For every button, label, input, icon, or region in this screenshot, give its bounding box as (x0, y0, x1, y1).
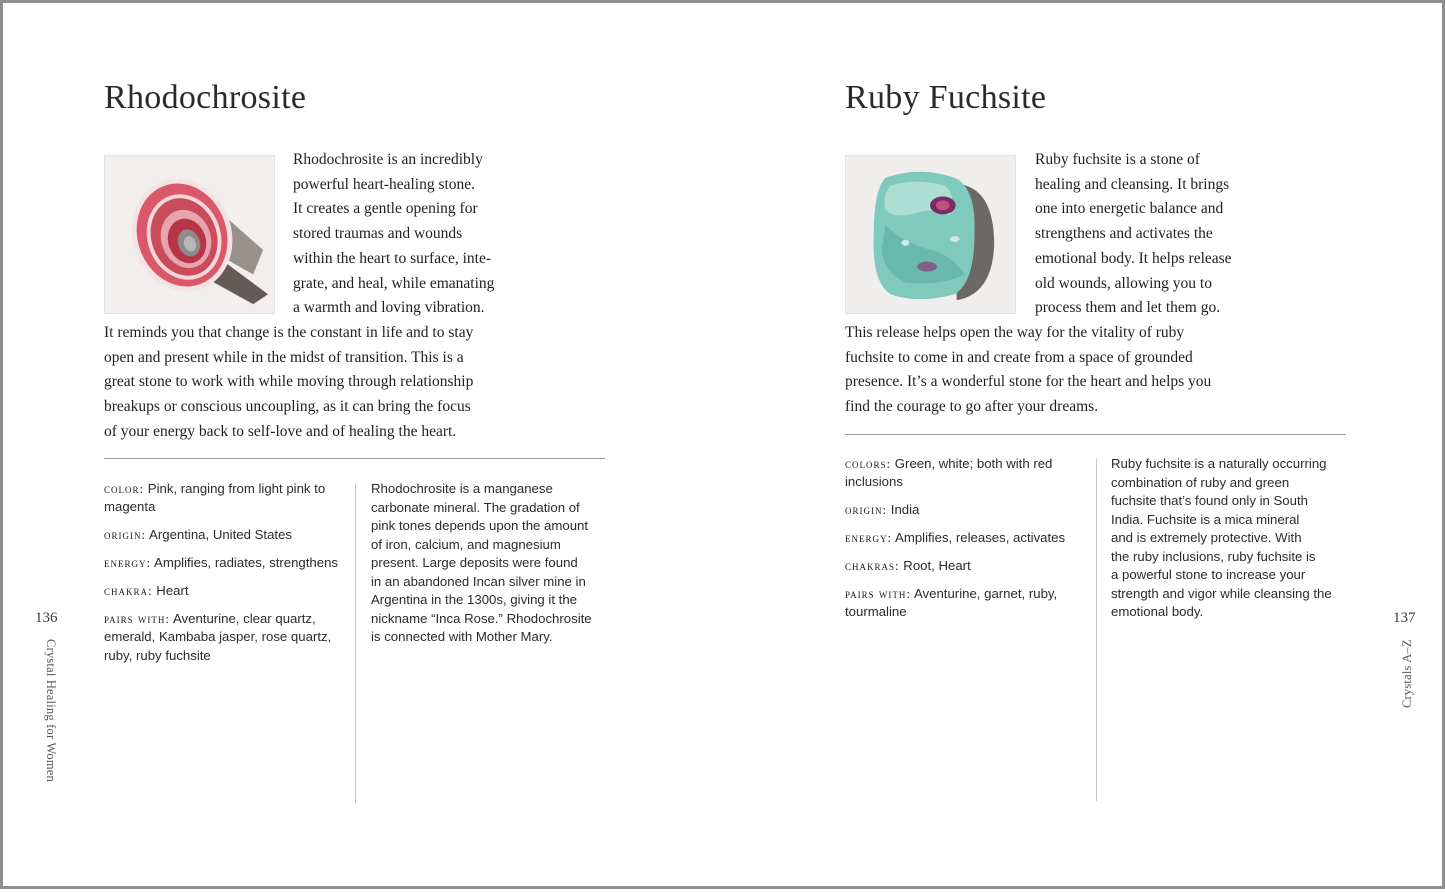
fact-value: Aventurine, clear quartz, emerald, Kambaba jasper, rose quartz, ruby, ruby fuchsite (104, 611, 332, 663)
column-divider (355, 483, 356, 803)
fact-pairs-with (845, 585, 1083, 622)
page-title: Ruby Fuchsite (845, 79, 1047, 116)
fact-value: Amplifies, radiates, strengthens (154, 555, 339, 571)
intro-line: old wounds, allowing you to (1035, 274, 1212, 292)
fact-label: energy: (845, 530, 893, 546)
intro-line: breakups or conscious uncoupling, as it can bring the focus (104, 398, 471, 416)
intro-line: a warmth and loving vibration. (293, 299, 485, 317)
intro-line: one into energetic balance and (1035, 200, 1224, 218)
fact-label: pairs with: (845, 586, 912, 602)
fact-pairs-with (104, 610, 342, 665)
description-line: Argentina in the 1300s, giving it the (371, 592, 578, 607)
fact-origin (104, 526, 342, 544)
description-line: carbonate mineral. The gradation of (371, 499, 580, 515)
running-head: Crystal Healing for Women (44, 639, 58, 782)
fact-label: colors: (845, 456, 892, 471)
intro-line: of your energy back to self-love and of healing the heart. (104, 422, 457, 440)
description-line: India. Fuchsite is a mica mineral (1111, 511, 1300, 527)
fact-label: pairs with: (104, 611, 171, 627)
intro-line: process them and let them go. (1035, 299, 1221, 317)
intro-line: This release helps open the way for the vitality of ruby (845, 323, 1185, 341)
intro-line: healing and cleansing. It brings (1035, 175, 1230, 193)
fact-value: Pink, ranging from light pink to magenta (104, 481, 326, 515)
description-line: nickname “Inca Rose.” Rhodochrosite (371, 610, 592, 626)
fact-value: Aventurine, garnet, ruby, tourmaline (845, 586, 1058, 620)
intro-line: powerful heart-healing stone. (293, 175, 476, 193)
description-text (371, 480, 592, 647)
description-line: pink tones depends upon the amount (371, 518, 589, 533)
intro-line: fuchsite to come in and create from a space of grounded (845, 348, 1193, 366)
fact-value: Root, Heart (903, 558, 971, 574)
fact-value: Heart (156, 583, 189, 599)
fact-label: origin: (104, 527, 147, 543)
ruby-fuchsite-image (846, 156, 1015, 313)
description-line: present. Large deposits were found (371, 555, 578, 570)
facts-list (104, 480, 342, 675)
fact-origin (845, 501, 1083, 519)
intro-line: open and present while in the midst of transition. This is a (104, 348, 464, 366)
description-line: a powerful stone to increase your (1111, 567, 1306, 582)
fact-label: energy: (104, 555, 152, 571)
intro-line: Rhodochrosite is an incredibly (293, 151, 483, 168)
intro-line: great stone to work with while moving through relationship (104, 373, 474, 391)
fact-chakras (845, 557, 1083, 575)
description-text (1111, 455, 1332, 622)
description-line: combination of ruby and green (1111, 474, 1290, 490)
intro-line: It reminds you that change is the constant in life and to stay (104, 323, 474, 341)
intro-line: presence. It’s a wonderful stone for the heart and helps you (845, 373, 1212, 391)
fact-energy (104, 554, 342, 572)
left-page (3, 3, 725, 892)
fact-chakra (104, 582, 342, 600)
running-head: Crystals A–Z (1400, 639, 1414, 708)
fact-label: origin: (845, 502, 888, 518)
rhodochrosite-photo (104, 155, 275, 314)
intro-line: It creates a gentle opening for (293, 200, 478, 218)
fact-color (104, 480, 342, 517)
column-divider (1096, 458, 1097, 801)
description-line: Rhodochrosite is a manganese (371, 481, 553, 496)
description-line: in an abandoned Incan silver mine in (371, 573, 586, 589)
fact-energy (845, 529, 1083, 547)
page-title: Rhodochrosite (104, 79, 307, 116)
description-line: Ruby fuchsite is a naturally occurring (1111, 456, 1327, 471)
intro-line: stored traumas and wounds (293, 225, 463, 243)
intro-text (845, 148, 1232, 420)
page-number: 136 (35, 610, 58, 626)
facts-list (845, 455, 1083, 631)
description-line: fuchsite that’s found only in South (1111, 493, 1308, 508)
intro-line: Ruby fuchsite is a stone of (1035, 151, 1200, 168)
intro-text (104, 148, 495, 444)
page-number: 137 (1393, 610, 1416, 626)
right-page (725, 3, 1445, 892)
fact-value: Amplifies, releases, activates (895, 530, 1066, 546)
fact-value: Argentina, United States (149, 527, 292, 543)
description-line: the ruby inclusions, ruby fuchsite is (1111, 548, 1316, 564)
description-line: is connected with Mother Mary. (371, 629, 553, 644)
description-line: and is extremely protective. With (1111, 530, 1302, 545)
fact-colors (845, 455, 1083, 492)
description-line: of iron, calcium, and magnesium (371, 536, 561, 552)
rhodochrosite-image (105, 156, 274, 313)
fact-label: chakra: (104, 583, 153, 599)
section-divider (104, 458, 605, 459)
fact-label: chakras: (845, 558, 900, 574)
fact-value: India (890, 502, 920, 518)
description-line: strength and vigor while cleansing the (1111, 585, 1332, 601)
intro-line: emotional body. It helps release (1035, 249, 1232, 267)
intro-line: within the heart to surface, inte- (293, 249, 491, 267)
description-line: emotional body. (1111, 604, 1204, 619)
intro-line: grate, and heal, while emanating (293, 274, 495, 292)
ruby-fuchsite-photo (845, 155, 1016, 314)
fact-label: color: (104, 481, 145, 496)
section-divider (845, 434, 1346, 435)
intro-line: strengthens and activates the (1035, 225, 1213, 243)
fact-value: Green, white; both with red inclusions (845, 456, 1053, 490)
intro-line: find the courage to go after your dreams. (845, 398, 1099, 416)
